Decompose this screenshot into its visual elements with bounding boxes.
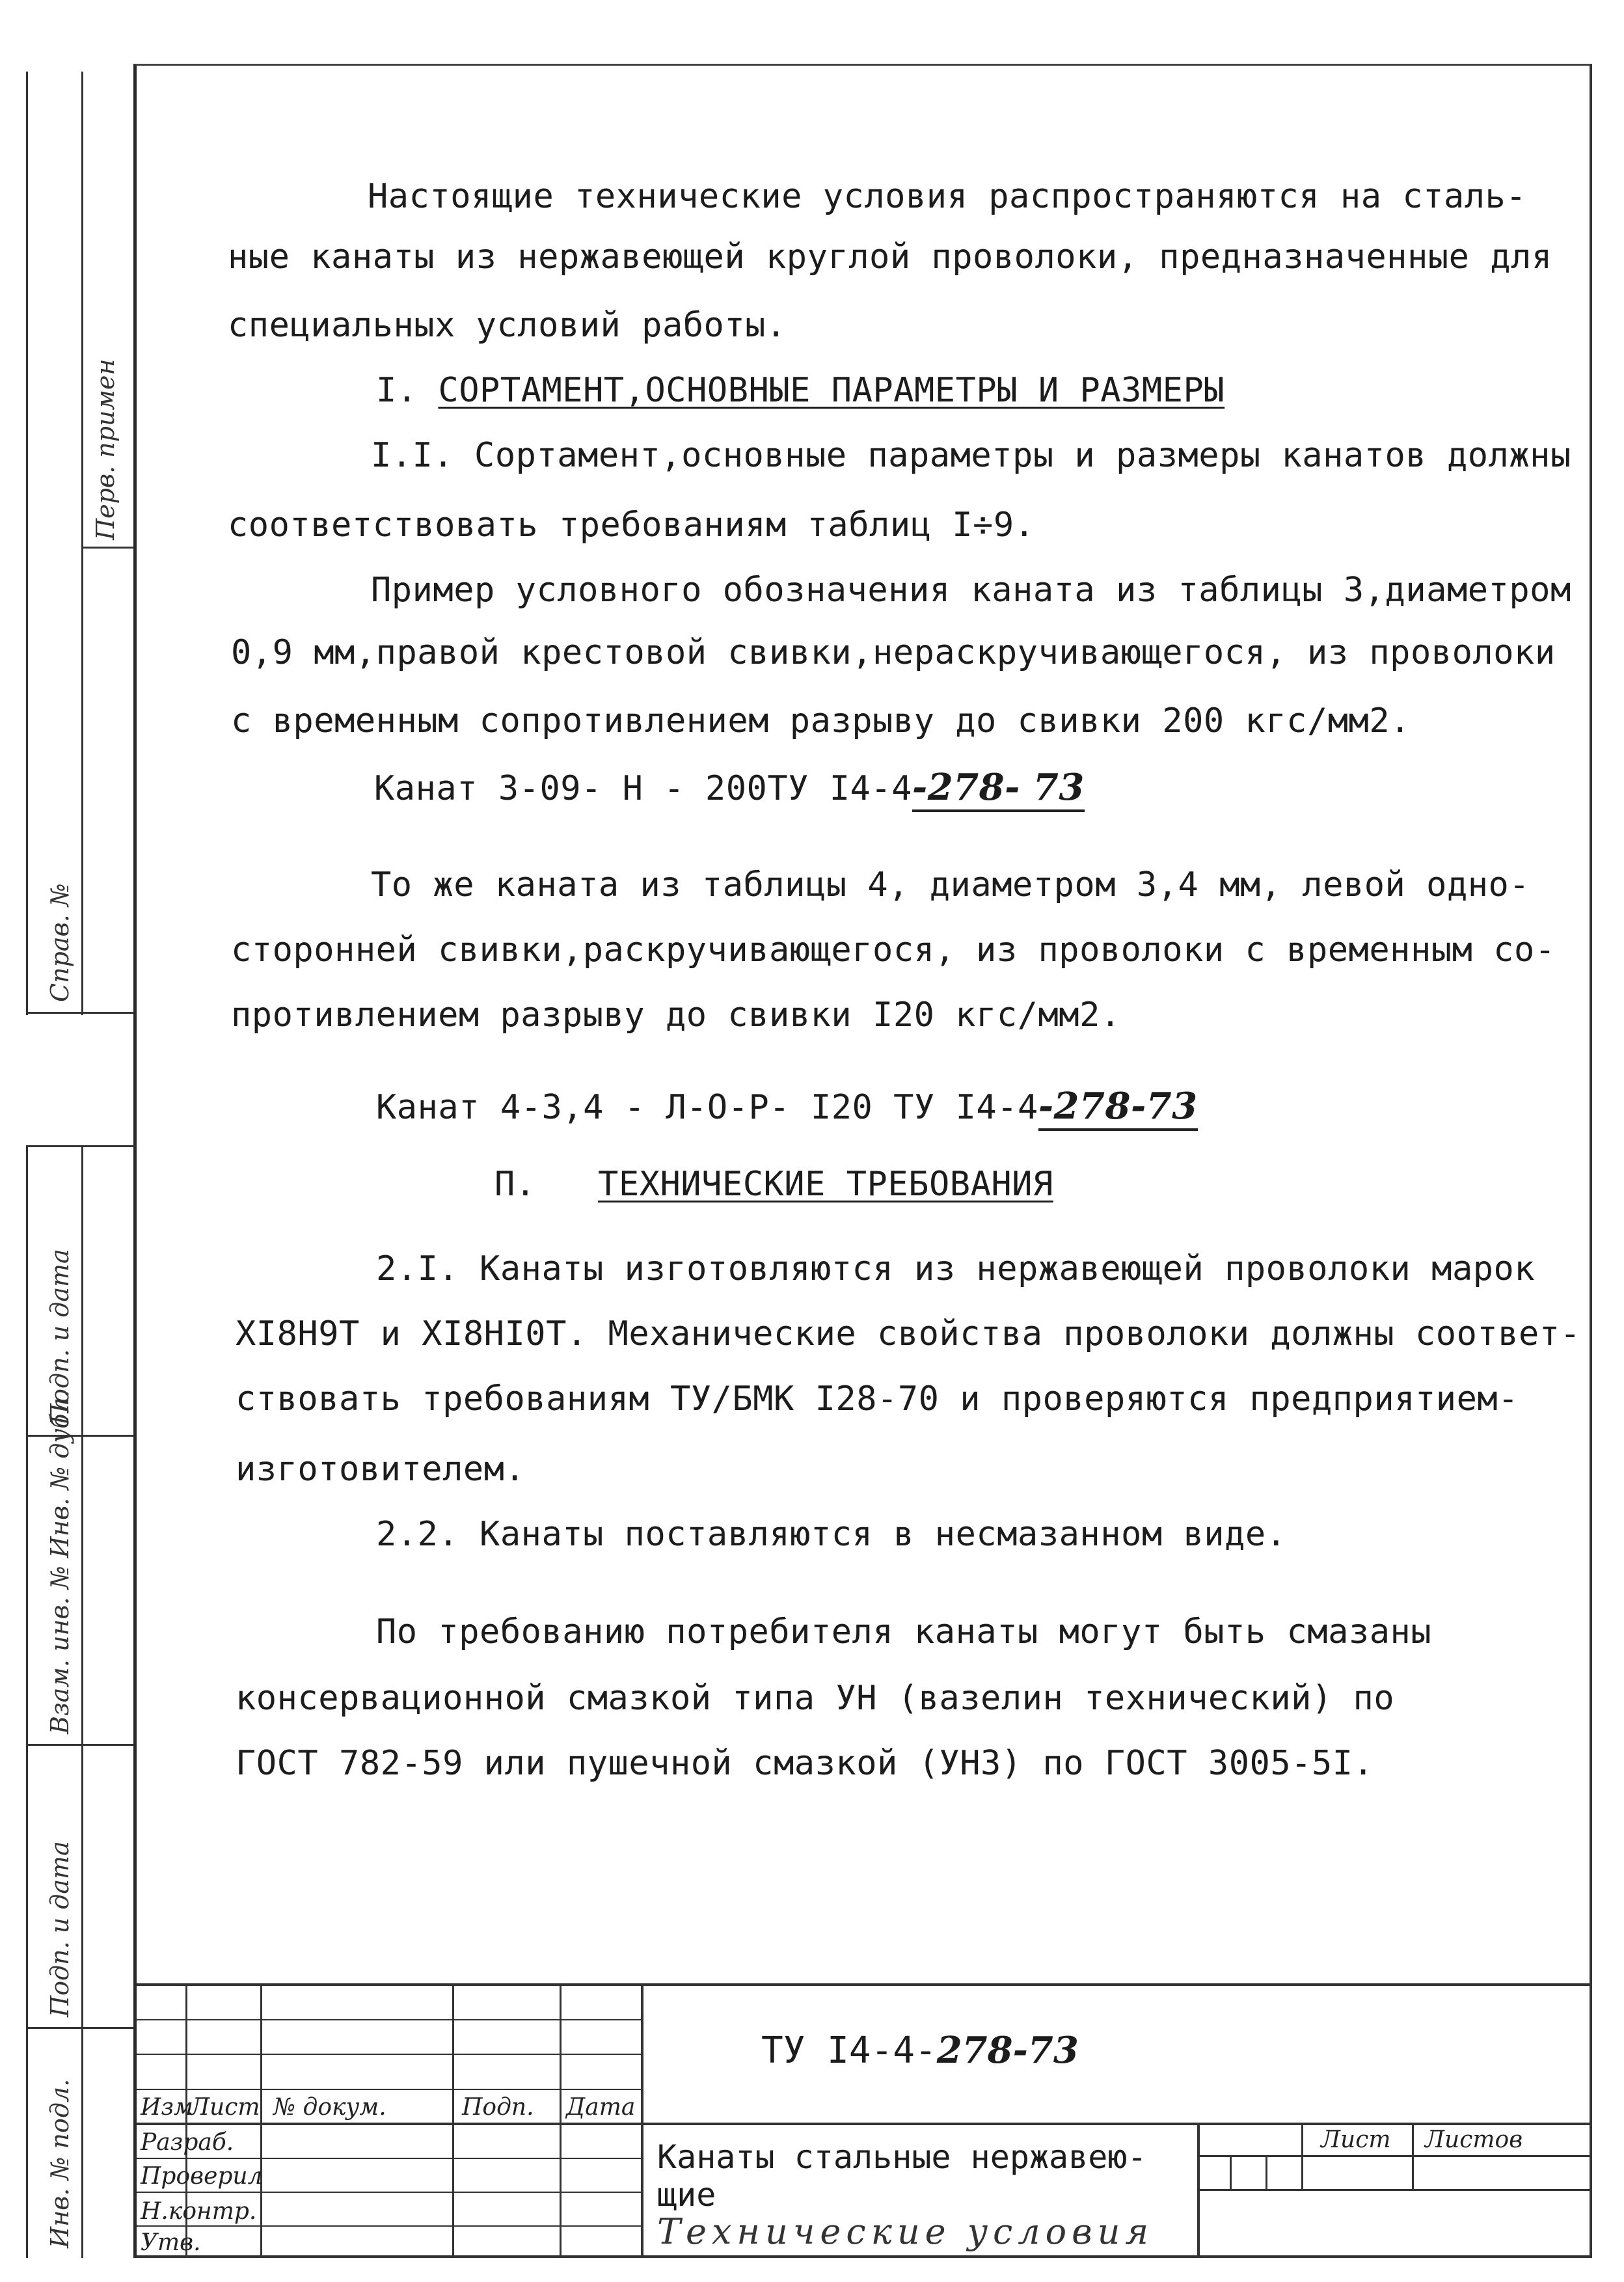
tb-right-h2 <box>1197 2189 1590 2191</box>
s1-p3-line-3: противлением разрыву до свивки I20 кгс/мм2. <box>231 996 1121 1035</box>
s1-p1-line-1: I.I. Сортамент,основные параметры и размеры канатов должны <box>371 436 1571 475</box>
section2-heading-text: ТЕХНИЧЕСКИЕ ТРЕБОВАНИЯ <box>598 1165 1053 1204</box>
tb-col-doc: № докум. <box>273 2094 386 2121</box>
margin-label-sprav-no: Справ. № <box>46 883 74 1002</box>
tb-grid-h5 <box>137 2158 641 2159</box>
margin-bottom-div-3 <box>26 2027 133 2029</box>
s2-p3-line-3: ГОСТ 782-59 или пушечной смазкой (УНЗ) по ГОСТ 3005-5I. <box>236 1744 1374 1783</box>
margin-label-perv-primen: Перв. примен <box>91 359 120 540</box>
margin-divider-1 <box>81 547 133 549</box>
s2-p3-line-1: По требованию потребителя канаты могут быть смазаны <box>376 1612 1432 1651</box>
tb-doc-code <box>761 2029 1079 2072</box>
tb-col-izm: Изм <box>141 2094 193 2121</box>
tb-product-name-line-1: Канаты стальные нержавею- <box>657 2138 1147 2176</box>
section1-heading <box>376 371 1225 410</box>
margin-top-vline <box>26 72 28 1015</box>
intro-line-1: Настоящие технические условия распространяются на сталь- <box>368 177 1527 216</box>
example-2-handwritten: -278-73 <box>1038 1087 1198 1131</box>
tb-grid-h3 <box>137 2089 641 2090</box>
margin-label-inv-podl: Инв. № подл. <box>46 2078 74 2248</box>
tb-col-list: Лист <box>190 2094 260 2121</box>
example-2-prefix: Канат 4-3,4 - Л-О-Р- I20 ТУ I4-4 <box>376 1088 1038 1127</box>
tb-product-name-line-2: щие <box>657 2176 716 2214</box>
tb-right-v4 <box>1301 2123 1303 2189</box>
tb-hdr-listov: Листов <box>1425 2126 1523 2153</box>
tb-product-name <box>657 2138 1147 2214</box>
tb-row-utv: Утв. <box>141 2229 201 2256</box>
tb-right-v3 <box>1265 2155 1267 2189</box>
tb-grid-h1 <box>137 2019 641 2020</box>
s2-p1-line-1: 2.I. Канаты изготовляются из нержавеющей проволоки марок <box>376 1249 1536 1288</box>
tb-right-v5 <box>1412 2123 1414 2189</box>
tb-doc-code-prefix: ТУ I4-4- <box>761 2030 937 2072</box>
tb-hdr-list: Лист <box>1321 2126 1391 2153</box>
margin-label-podp-data-bottom: Подп. и дата <box>46 1841 74 2017</box>
s2-p1-line-2: XI8H9T и XI8HI0T. Механические свойства проволоки должны соответ- <box>236 1314 1581 1353</box>
tb-grid-h2 <box>137 2054 641 2055</box>
section1-heading-num: I. <box>376 371 418 410</box>
section1-heading-text: СОРТАМЕНТ,ОСНОВНЫЕ ПАРАМЕТРЫ И РАЗМЕРЫ <box>438 371 1225 410</box>
title-block <box>137 1983 1590 2255</box>
s1-p2-line-3: с временным сопротивлением разрыву до свивки 200 кгс/мм2. <box>231 701 1411 740</box>
tb-grid-h7 <box>137 2225 641 2227</box>
s1-p1-line-2: соответствовать требованиям таблиц I÷9. <box>228 506 1035 545</box>
tb-right-h1 <box>1197 2155 1590 2157</box>
margin-label-inv-dubl: Взам. инв. № Инв. № дубл. <box>46 1390 74 1734</box>
tb-grid-h6 <box>137 2192 641 2193</box>
tb-grid-v2 <box>260 1983 262 2255</box>
tb-doc-type: Технические условия <box>657 2211 1154 2252</box>
tb-left-section-divider <box>641 1983 643 2255</box>
margin-top-vline-2 <box>81 72 83 1015</box>
example-1 <box>374 768 1085 812</box>
section2-heading-num: П. <box>494 1165 536 1204</box>
s1-p3-line-2: сторонней свивки,раскручивающегося, из проволоки с временным со- <box>231 930 1556 970</box>
s2-p3-line-2: консервационной смазкой типа УН (вазелин технический) по <box>236 1679 1395 1718</box>
s2-p1-line-3: ствовать требованиям ТУ/БМК I28-70 и проверяются предприятием- <box>236 1379 1519 1419</box>
tb-right-v2 <box>1230 2155 1232 2189</box>
example-1-prefix: Канат 3-09- Н - 200ТУ I4-4 <box>374 769 912 808</box>
intro-line-3: специальных условий работы. <box>228 306 787 345</box>
tb-col-podp: Подп. <box>462 2094 534 2121</box>
margin-bottom-div-1 <box>26 1435 133 1437</box>
tb-grid-v3 <box>452 1983 454 2255</box>
s1-p3-line-1: То же каната из таблицы 4, диаметром 3,4 мм, левой одно- <box>371 865 1530 904</box>
example-1-handwritten: -278- 73 <box>912 768 1085 812</box>
example-2 <box>376 1087 1198 1131</box>
tb-row-prover: Проверил <box>141 2163 263 2190</box>
margin-bottom-vline <box>81 1145 83 2258</box>
margin-bottom-div-2 <box>26 1744 133 1746</box>
section2-heading <box>494 1165 1053 1204</box>
tb-col-data: Дата <box>566 2094 636 2121</box>
margin-label-podp-data-top: Подп. и дата <box>46 1249 74 1425</box>
s1-p2-line-1: Пример условного обозначения каната из таблицы 3,диаметром <box>371 571 1571 610</box>
s2-p1-line-4: изготовителем. <box>236 1450 526 1489</box>
tb-row-razrab: Разраб. <box>141 2129 234 2156</box>
tb-grid-v4 <box>560 1983 562 2255</box>
tb-row-nkontr: Н.контр. <box>141 2198 257 2225</box>
tb-top-line <box>137 1983 1590 1986</box>
s1-p2-line-2: 0,9 мм,правой крестовой свивки,нераскручивающегося, из проволоки <box>231 633 1556 672</box>
margin-divider-2 <box>26 1012 133 1014</box>
s2-p2: 2.2. Канаты поставляются в несмазанном виде. <box>376 1515 1287 1554</box>
tb-grid-h4 <box>137 2123 1590 2125</box>
intro-line-2: ные канаты из нержавеющей круглой проволоки, предназначенные для <box>228 238 1552 277</box>
tb-doc-code-handwritten: 278-73 <box>936 2029 1079 2072</box>
